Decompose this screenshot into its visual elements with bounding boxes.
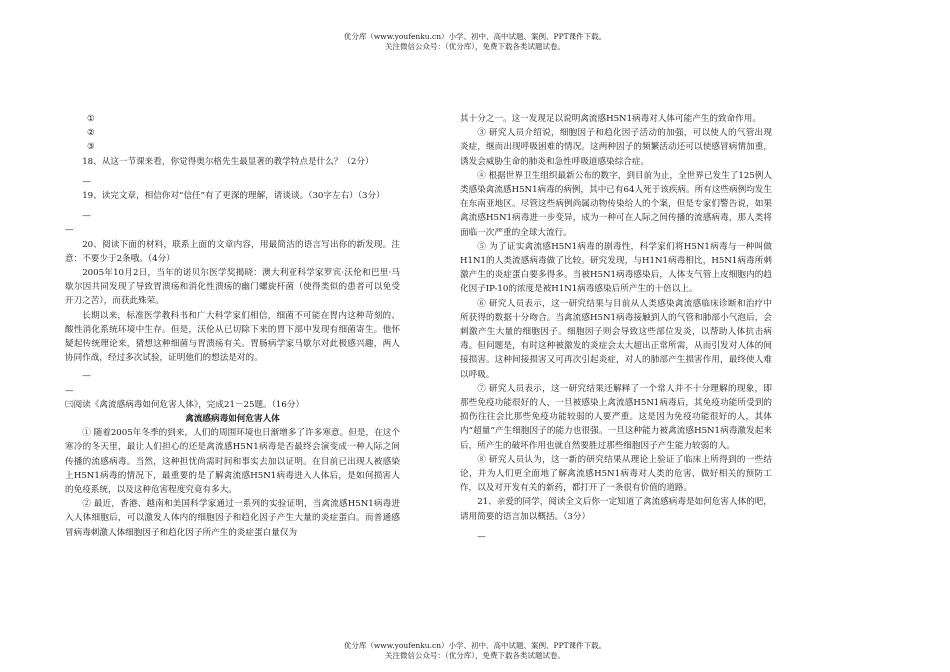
article-title: 禽流感病毒如何危害人体 (185, 414, 280, 425)
question-18: 18、从这一节课来看，你觉得奥尔格先生最显著的教学特点是什么？（2分） (82, 156, 374, 167)
section-3-heading: ㈢阅读《禽流感病毒如何危害人体》，完成21－25题。（16分） (65, 399, 305, 410)
answer-dash-18: — (82, 176, 91, 187)
article-paragraph-2: ② 最近，香港、越南和美国科学家通过一系列的实验证明，当禽流感H5N1病毒进入人体细胞后，可以激发人体内的细胞因子和趋化因子产生大量的炎症蛋白。而普通感冒病毒刺激人体细胞因子和趋化因子所产生的炎症蛋白量仅为 (65, 499, 400, 538)
header-line-1: 优分库（www.youfenku.cn）小学、初中、高中试题、案例、PPT课件下载。 (343, 32, 607, 41)
material-paragraph-1: 2005年10月2日，当年的诺贝尔医学奖揭晓：澳大利亚科学家罗宾·沃伦和巴里·马歇尔因共同发现了导致胃溃疡和消化性溃疡的幽门螺旋杆菌（使得类似的患者可以免受开刀之苦），而获此殊荣。 (65, 268, 400, 307)
article-paragraph-1: ① 随着2005年冬季的到来，人们的周围环境也日渐增多了许多寒意。但是，在这个寒冷的冬天里，最让人们担心的还是禽流感H5N1病毒是否最终会演变成一种人际之间传播的流感病毒。当然，这种担忧尚需时间和事实去加以证明。在目前已出现人被感染上H5N1病毒的情况下，最重要的是了解禽流感H5N1病毒进入人体后，是如何损害人的免疫系统，以及这种危害程度究竟有多大。 (65, 428, 400, 496)
answer-line-1: ① (87, 114, 95, 124)
answer-dash-20b: — (65, 385, 74, 396)
footer-line-1: 优分库（www.youfenku.cn）小学、初中、高中试题、案例、PPT课件下载。 (343, 641, 607, 650)
article-paragraph-7: ⑦ 研究人员表示，这一研究结果还解释了一个常人并不十分理解的现象，即那些免疫功能很好的人，一旦被感染上禽流感H5N1病毒后，其免疫功能所受到的损伤往往会比那些免疫功能较弱的人要严重。这是因为免疫功能很好的人，其体内“超量”产生细胞因子的能力也很强。一旦这种能力被禽流感H5N1病毒激发起来后，所产生的破坏作用也就自然要胜过那些细胞因子产生能力较弱的人。 (460, 383, 772, 451)
header-line-2: 关注微信公众号：（优分库），免费下载各类试题试卷。 (385, 42, 565, 51)
right-column (460, 112, 772, 544)
page-footer (0, 641, 950, 661)
article-paragraph-5: ⑤ 为了证实禽流感H5N1病毒的剧毒性，科学家们将H5N1病毒与一种叫做H1N1的人类流感病毒做了比较。研究发现，与H1N1病毒相比，H5N1病毒所刺激产生的炎症蛋白要多得多。当被H5N1病毒感染后，人体支气管上皮细胞内的趋化因子IP-10的浓度是被H1N1病毒感染后所产生的十倍以上。 (460, 241, 772, 295)
question-21: 21、亲爱的同学，阅读全文后你一定知道了禽流感病毒是如何危害人体的吧，请用简要的语言加以概括。（3分） (460, 497, 772, 522)
article-paragraph-4: ④ 根据世界卫生组织最新公布的数字，到目前为止，全世界已发生了125例人类感染禽流感H5N1病毒的病例，其中已有64人死于该疾病。所有这些病例均发生在东南亚地区。尽管这些病例尚属动物传染给人的个案，但是专家们警告说，如果禽流感H5N1病毒进一步变异，成为一种可在人际之间传播的流感病毒，那人类将面临一次严重的全球大流行。 (460, 170, 772, 238)
article-paragraph-8: ⑧ 研究人员认为，这一新的研究结果从理论上验证了临床上所得到的一些结论，并为人们更全面地了解禽流感H5N1病毒对人类的危害，做好相关的预防工作，以及对开发有关的新药，都打开了一条很有价值的道路。 (460, 454, 772, 494)
answer-dash-21: — (477, 531, 486, 542)
article-paragraph-2-continued: 其十分之一。这一发现足以说明禽流感H5N1病毒对人体可能产生的致命作用。 (460, 114, 761, 124)
page-header (0, 32, 950, 52)
answer-line-3: ③ (87, 142, 95, 153)
answer-dash-19a: — (82, 211, 91, 222)
left-column (65, 112, 400, 540)
article-paragraph-6: ⑥ 研究人员表示，这一研究结果与目前从人类感染禽流感临床诊断和治疗中所获得的数据十分吻合。当禽流感H5N1病毒接触到人的气管和肺部小气泡后，会刺激产生大量的细胞因子。细胞因子则会导致这些部位发炎，以帮助人体抗击病毒。但问题是，有时这种被激发的炎症会太大超出正常所需，从而引发对人体的间接损害。这种间接损害又可再次引起炎症，对人的肺部产生损害作用，最终使人难以呼吸。 (460, 298, 772, 380)
answer-dash-19b: — (65, 225, 74, 236)
footer-line-2: 关注微信公众号：（优分库），免费下载各类试题试卷。 (385, 651, 565, 660)
answer-line-2: ② (87, 128, 95, 139)
question-19: 19、读完文章，相信你对“信任”有了更深的理解，请谈谈。（30字左右）（3分） (82, 191, 385, 202)
answer-dash-20a: — (82, 371, 91, 382)
article-paragraph-3: ③ 研究人员介绍说，细胞因子和趋化因子活动的加强，可以使人的气管出现炎症，继而出现呼吸困难的情况。这两种因子的频繁活动还可以使感冒病情加重，诱发会威胁生命的肺炎和急性呼吸道感染综合症。 (460, 128, 772, 167)
question-20: 20、阅读下面的材料，联系上面的文章内容，用最简洁的语言写出你的新发现。注意：不要少于2条哦。（4分） (65, 239, 400, 264)
material-paragraph-2: 长期以来，标准医学教科书和广大科学家们相信，细菌不可能在胃内这种苛刻的、酸性消化系统环境中生存。但是，沃伦从已切除下来的胃下部中发现有细菌寄生。他怀疑起传统理论来，猜想这种细菌与胃溃疡有关。胃肠病学家马歇尔对此极感兴趣，两人协同作战，经过多次试验，证明他们的想法是对的。 (65, 310, 400, 364)
